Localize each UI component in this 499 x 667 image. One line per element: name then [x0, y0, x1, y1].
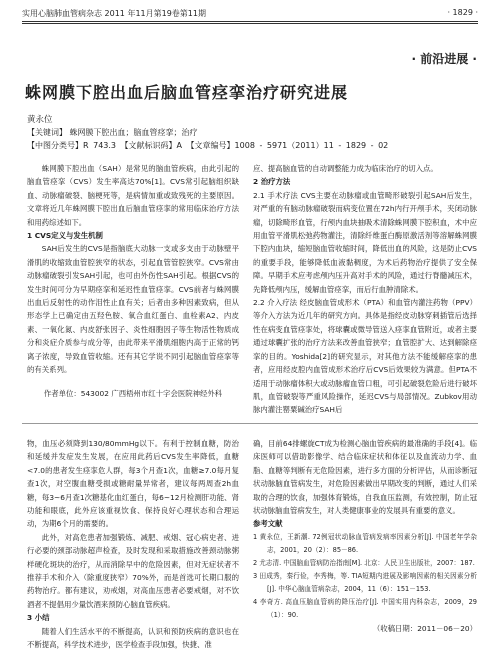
reference-item: 3 田成秀，秦行俭，李秀梅，等. TIA短期内进展及影响因素的相关因素分析[J]. 中华心脑血管病杂志，2004，11（6）：151－153. [253, 571, 477, 593]
paragraph: 2.1 手术疗法 CVS主要在动脉瘤或血管畸形破裂引起SAH后发生，对严重的有脑动脉瘤破裂而病变位置在72h内行开颅手术，夹闭动脉瘤，切除畸形血管，行颅内血块抽吸术清除蛛网膜下腔积血，术中应用血管平滑肌松弛药物灌注，清除纤维蛋白酶原激活剂等溶解蛛网膜下腔内血块，缩短脑血管收缩时间，降低出血的风险，这是防止CVS的重要手段，能够降低血液黏稠度，为术后药物治疗提供了安全保障。早期手术应考虑颅内压升高对手术的风险，通过行脊髓减压术，先降低颅内压，缓解血管痉挛，而后行血肿清除术。 [253, 190, 477, 294]
reference-list [253, 531, 477, 622]
references-title: 参考文献 [253, 519, 283, 529]
paragraph: SAH后发生的CVS是指脑底大动脉一支或多支由于动脉壁平滑肌的收缩致血管腔狭窄的状态，引起血管管腔狭窄。CVS常由动脉瘤破裂引发SAH引起，也可由外伤性SAH引起。根据CVS的发生时间可分为早期痉挛和延迟性血管痉挛。CVS前者与蛛网膜出血后反射性的动作泪性止血有关；后者由多种因素致病，但从形态学上已确定由五羟色胺、氧合血红蛋白、血栓素A2、内皮素、一氧化氮、内皮舒张因子、炎性细胞因子等生物活性物质成分和炎症介质参与成分等，由此带来平滑肌细胞内高于正常的钙离子浓度，导致血管收缩。还有其它学说不同引起脑血管痉挛等的有关系列。 [27, 244, 239, 375]
keywords: 【关键词】 蛛网膜下腔出血；脑血管痉挛；治疗 [27, 128, 198, 137]
journal-info: 实用心脑肺血管病杂志 2011 年11月第19卷第11期 [22, 9, 206, 18]
paragraph: 确，目前64排螺旋CT成为检测心脑血管疾病的最准确的手段[4]。临床医师可以借助影像学、结合临床症状和体征以及血流动力学、血脂、血糖等判断有无危险因素，进行多方面的分析评估，从而诊断冠状动脉脑血管病发生，对危险因素做出早期改变的判断，通过人们采取的合理的饮食，加强体育锻炼，自我血压监测，有效控制，防止冠状动脉脑血管病发生，对人类健康事业的发展具有重要的意义。 [253, 439, 477, 516]
paragraph: 应、提高脑血管的自动调整能力成为临床治疗的切入点。 [253, 164, 438, 173]
paragraph: 2.2 介入疗法 经皮脑血管成形术（PTA）和血管内灌注药物（PPV）等介入方法为近几年的研究方向。具体是指经皮动脉穿刺插管后选择性在病变血管痉挛处，将球囊或微导管送入痉挛血管附近，或者主要通过球囊扩张的治疗方法来改善血管狭窄；血管腔扩大、达到解除痉挛的目的。Yoshida[2]的研究显示，对其他方法不能缓解痉挛的患者，应用经皮腔内血管成形术治疗后CVS后效果较为满意。但PTA不适用于动脉瘤体积大或动脉瘤血管口粗，可引起破裂危险后进行破坏肌，血管破裂等严重风险操作，延迟CVS与局部情况。Zubkov用动脉内灌注罂粟碱治疗SAH后 [253, 298, 477, 415]
author: 黄永位 [27, 115, 53, 125]
author-affiliation: 作者单位：543002 广西梧州市红十字会医院神经外科 [43, 389, 223, 398]
classification-meta: 【中图分类号】R 743.3 【文献标识码】A 【文章编号】1008 - 5971（2011）11 - 1829 - 02 [27, 141, 389, 150]
heading: 3 小结 [27, 613, 50, 623]
received-date: （收稿日期：2011－06－20） [372, 623, 477, 633]
continuation-separator [22, 423, 478, 424]
body-column-3 [27, 437, 239, 652]
header-rule-top [22, 21, 478, 22]
section-label: · 前沿进展 · [411, 52, 477, 66]
body-column-1 [27, 162, 239, 377]
paragraph: 随着人们生活水平的不断提高，认识和预防疾病的意识也在不断提高，科学技术进步，医学检查手段加强，快捷、准 [27, 626, 239, 650]
reference-item: 1 黄永位，王新潮. 72例冠状动脉血管病发病率因素分析[J]. 中国老年学杂志，2001，20（2）：85－86. [253, 532, 477, 554]
heading: 2 治疗方法 [253, 177, 291, 187]
article-title: 蛛网膜下腔出血后脑血管痉挛治疗研究进展 [25, 83, 349, 102]
reference-item: 4 李奇方. 高血压脑血管病的降压治疗[J]. 中国实用内科杂志，2009，29（1）：90. [253, 597, 477, 619]
reference-item: 2 尤志清. 中国脑血管病防治指南[M]. 北京：人民卫生出版社，2007：187. [253, 558, 475, 567]
paragraph: 蛛网膜下腔出血（SAH）是常见的脑血管疾病，由此引起的脑血管痉挛（CVS）发生率高达70%[1]。CVS常引起脑组织缺血、动脉瘤破裂、脑梗死等，是病情加重或致残死的主要原因。文章将近几年蛛网膜下腔出血后脑血管痉挛的常用临床治疗方法和用药综述如下。 [27, 164, 239, 227]
header-rule-bottom [22, 23, 478, 24]
paragraph: 此外，对高危患者加强锻炼、减肥、戒烟、冠心病史者、进行必要的颈部动脉超声检查，及时发现和采取措施改善颈动脉粥样硬化斑块的治疗，从而消除早中的危险因素，但对无症状者不推荐手术和介入（除重度狭窄）70%外，而是首选可长期口服的药物治疗。都有建议，劝戒烟，对高血压患者必要戒烟，对不饮酒者不提倡用少量饮酒来预防心脑血管疾病。 [27, 532, 239, 609]
running-header [22, 8, 478, 19]
paragraph: 物，血压必须降到130/80mmHg以下。有利于控制血糖，防治和延缓并发症发生发展，在应用此药后CVS发生率降低，血糖<7.0的患者发生痉挛危人群，每3个月查1次，血糖≥7.0每月复查1次，对空腹血糖受损或糖耐量异常者，建议每两周查2h血糖，每3~6月查1次糖基化血红蛋白，每6~12月检测肝功能、肾功能和眼底，此外应该重视饮食、保持良好心理状态和合理运动，为期6个月的需要的。 [27, 439, 239, 529]
body-column-2 [253, 162, 477, 417]
page-number: · 1829 · [447, 8, 478, 17]
body-column-4 [253, 437, 477, 635]
heading: 1 CVS定义与发生机制 [27, 231, 103, 241]
